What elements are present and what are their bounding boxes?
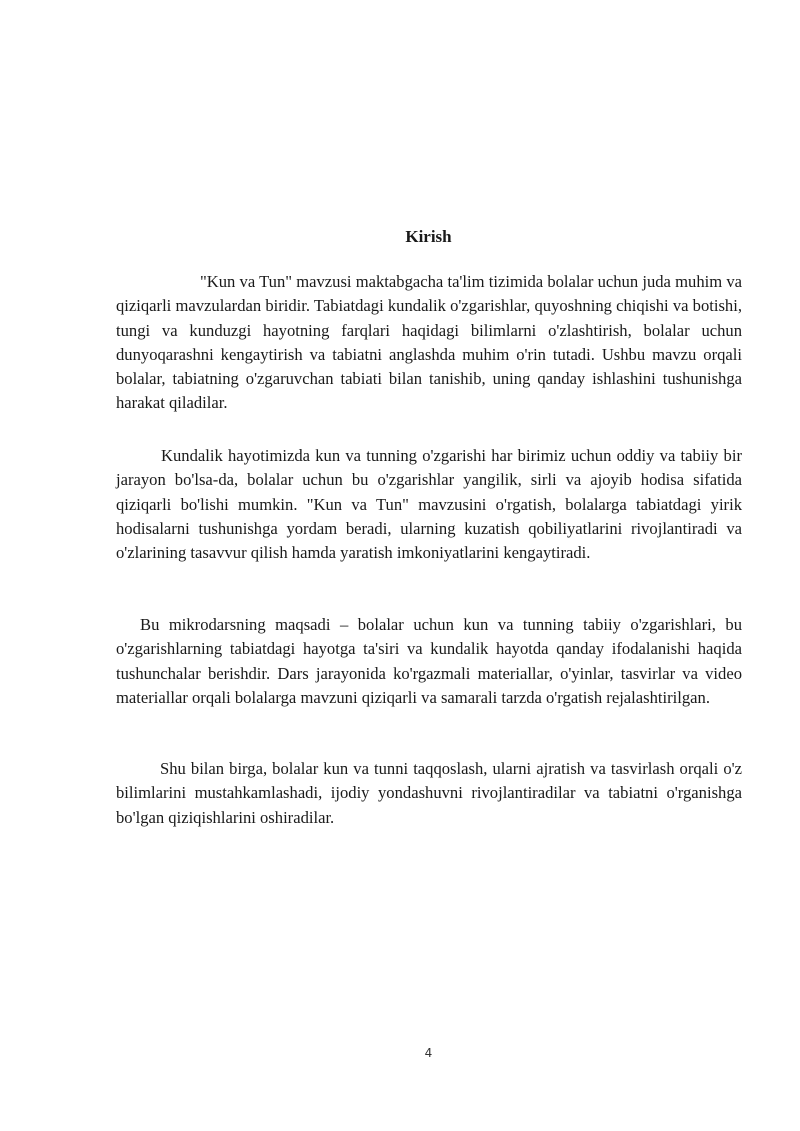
paragraph-conclusion: Shu bilan birga, bolalar kun va tunni taqqoslash, ularni ajratish va tasvirlash orqali o'z bilimlarini mustahkamlashadi, ijodiy yondashuvni rivojlantiradilar va tabiatni o'rganishga bo'lgan qiziqishlarini oshiradilar. xyxy=(116,759,742,827)
paragraph-daily-life: Kundalik hayotimizda kun va tunning o'zgarishi har birimiz uchun oddiy va tabiiy bir jarayon bo'lsa-da, bolalar uchun bu o'zgarishlar yangilik, sirli va ajoyib hodisa sifatida qiziqarli bo'lishi mumkin. "Kun va Tun" mavzusini o'rgatish, bolalarga tabiatdagi yirik hodisalarni tushunishga yordam beradi, ularning kuzatish qobiliyatlarini rivojlantiradi va o'zlarining tasavvur qilish hamda yaratish imkoniyatlarini kengaytiradi. xyxy=(116,446,742,563)
page-number: 4 xyxy=(424,1046,433,1060)
paragraph-lesson-goal: Bu mikrodarsning maqsadi – bolalar uchun kun va tunning tabiiy o'zgarishlari, bu o'zgarishlarning tabiatdagi hayotga ta'siri va kundalik hayotda qanday ifodalanishi haqida tushunchalar berishdir. Dars jarayonida ko'rgazmali materiallar, o'yinlar, tasvirlar va video materiallar orqali bolalarga mavzuni qiziqarli va samarali tarzda o'rgatish rejalashtirilgan. xyxy=(116,615,742,707)
paragraph-introduction: "Kun va Tun" mavzusi maktabgacha ta'lim tizimida bolalar uchun juda muhim va qiziqarli mavzulardan biridir. Tabiatdagi kundalik o'zgarishlar, quyoshning chiqishi va botishi, tungi va kunduzgi hayotning farqlari haqidagi bilimlarni o'zlashtirish, bolalar uchun dunyoqarashni kengaytirish va tabiatni anglashda muhim o'rin tutadi. Ushbu mavzu orqali bolalar, tabiatning o'zgaruvchan tabiati bilan tanishib, uning qanday ishlashini tushunishga harakat qiladilar. xyxy=(116,272,742,413)
section-title: Kirish xyxy=(405,227,452,246)
